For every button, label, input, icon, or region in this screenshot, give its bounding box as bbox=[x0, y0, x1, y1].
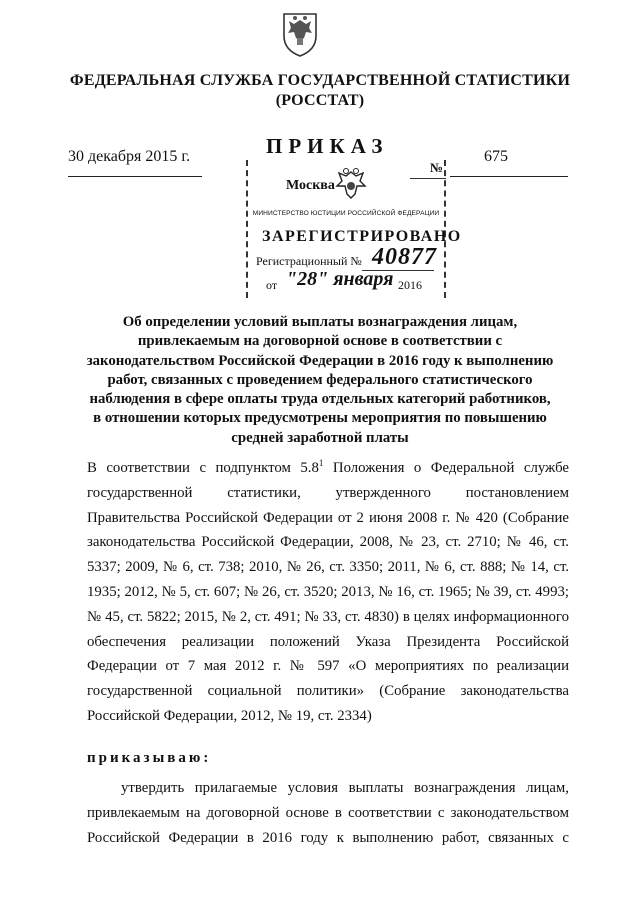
preamble-rest: Положения о Федеральной службе государственной статистики, утвержденного постановлением Правительства Российской Федерации от 2 июня 2008 г. № 420 (Собрание законодательства Российской Федерации, 2008, № 23, ст. 2710; № 46, ст. 5337; 2009, № 6, ст. 738; 2010, № 26, ст. 3350; 2011, № 6, ст. 888; № 14, ст. 1935; 2012, № 5, ст. 607; № 26, ст. 3520; 2013, № 16, ст. 1965; № 39, ст. 4993; № 45, ст. 5822; 2015, № 2, ст. 491; № 33, ст. 4830) в целях информационного обеспечения реализации положений Указа Президента Российской Федерации от 7 мая 2012 г. № 597 «О мероприятиях по реализации государственной социальной политики» (Собрание законодательства Российской Федерации, 2012, № 19, ст. 2334) bbox=[87, 460, 569, 724]
stamp-regnum-label: Регистрационный № bbox=[256, 254, 362, 268]
stamp-ministry: МИНИСТЕРСТВО ЮСТИЦИИ РОССИЙСКОЙ ФЕДЕРАЦИИ bbox=[252, 210, 440, 217]
order-number: 675 bbox=[484, 148, 508, 165]
agency-name: ФЕДЕРАЛЬНАЯ СЛУЖБА ГОСУДАРСТВЕННОЙ СТАТИСТИКИ bbox=[69, 72, 571, 89]
coat-of-arms-emblem bbox=[280, 10, 320, 58]
resolution-text: утвердить прилагаемые условия выплаты вознаграждения лицам, привлекаемым на договорной основе в соответствии с законодательством Российской Федерации в 2016 году к выполнению работ, связанных с bbox=[87, 780, 569, 846]
order-subject: Об определении условий выплаты вознаграждения лицам, привлекаемым на договорной основе в соответствии с законодательством Российской Федерации в 2016 году к выполнению работ, связанных с проведением федерального статистического наблюдения в сфере оплаты труда отдельных категорий работников, в отношении которых предусмотрены мероприятия по повышению средней заработной платы bbox=[86, 314, 554, 446]
preamble-paragraph bbox=[87, 456, 569, 729]
stamp-regnum-value: 40877 bbox=[372, 244, 437, 270]
stamp-number-underline bbox=[410, 178, 446, 179]
stamp-registered: ЗАРЕГИСТРИРОВАНО bbox=[262, 228, 462, 245]
stamp-date-year: 2016 bbox=[398, 278, 422, 292]
superscript-mark: 1 bbox=[318, 458, 324, 469]
date-underline bbox=[68, 176, 202, 177]
stamp-date-value: "28" января bbox=[286, 268, 394, 290]
command-word: приказываю: bbox=[87, 750, 212, 766]
stamp-date-label: от bbox=[266, 278, 278, 292]
eagle-icon bbox=[334, 166, 368, 206]
order-date: 30 декабря 2015 г. bbox=[68, 148, 191, 165]
stamp-city: Москва bbox=[286, 178, 335, 193]
preamble-start: В соответствии с подпунктом 5.8 bbox=[87, 460, 319, 476]
resolution-paragraph bbox=[87, 776, 569, 850]
number-underline bbox=[450, 176, 568, 177]
agency-abbreviation: (РОССТАТ) bbox=[275, 92, 365, 109]
order-title: ПРИКАЗ bbox=[266, 134, 389, 158]
stamp-number-label: № bbox=[430, 160, 444, 175]
